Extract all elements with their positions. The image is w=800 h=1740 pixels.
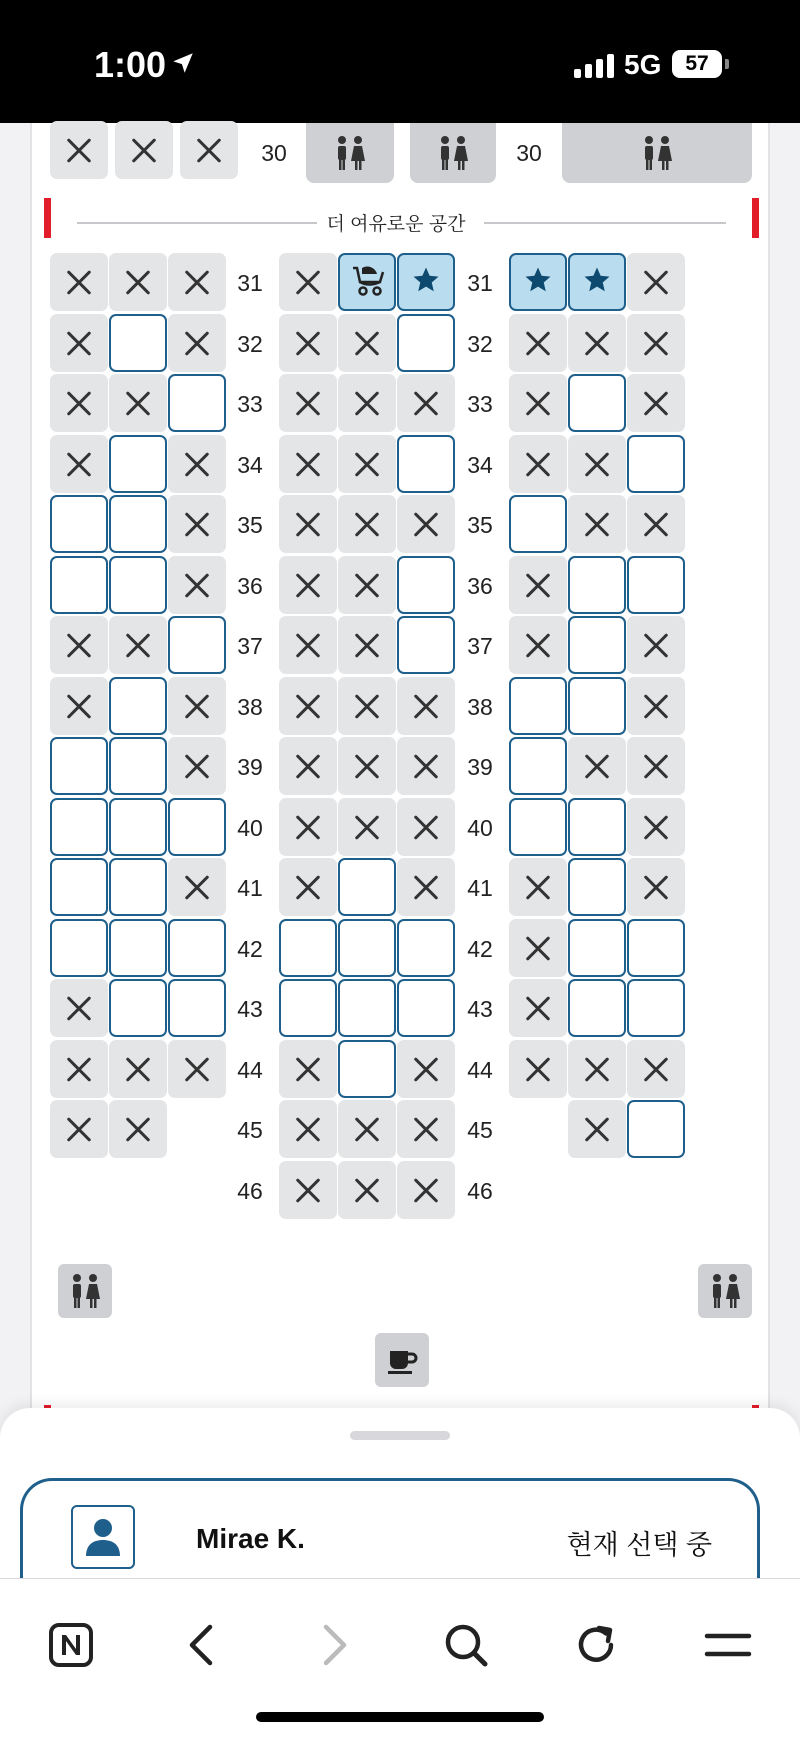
- seat-33-1: [50, 374, 108, 432]
- seat-40-9: [627, 798, 685, 856]
- seat-40-1[interactable]: [50, 798, 108, 856]
- seat-33-5: [338, 374, 396, 432]
- network-type: 5G: [624, 49, 662, 80]
- seat-42-5[interactable]: [338, 919, 396, 977]
- row-number-32: 32: [237, 330, 263, 357]
- star-icon: [582, 265, 612, 300]
- row-number-44: 44: [237, 1056, 263, 1083]
- seat-44-2: [109, 1040, 167, 1098]
- seat-34-6[interactable]: [397, 435, 455, 493]
- seat-33-8[interactable]: [568, 374, 626, 432]
- zone-label: 더 여유로운 공간: [326, 214, 466, 235]
- seat-35-7[interactable]: [509, 495, 567, 553]
- seat-43-4[interactable]: [279, 979, 337, 1037]
- seat-39-3: [168, 737, 226, 795]
- star-icon: [411, 265, 441, 300]
- seat-36-7: [509, 556, 567, 614]
- row-number-41: 41: [237, 875, 263, 901]
- location-arrow-icon: [170, 50, 196, 76]
- seat-46-5: [338, 1161, 396, 1219]
- selection-status: 현재 선택 중: [566, 1530, 712, 1560]
- seat-34-1: [50, 435, 108, 493]
- row-number-30: 30: [261, 140, 287, 166]
- row-number-34: 34: [467, 451, 493, 478]
- seat-31-8[interactable]: [568, 253, 626, 311]
- row-number-41: 41: [467, 875, 493, 901]
- seat-35-6: [397, 495, 455, 553]
- seat-44-4: [279, 1040, 337, 1098]
- seat-43-9[interactable]: [627, 979, 685, 1037]
- seat-42-3[interactable]: [168, 919, 226, 977]
- seat-35-3: [168, 495, 226, 553]
- star-icon: [523, 265, 553, 300]
- seat-38-6: [397, 677, 455, 735]
- seat-44-9: [627, 1040, 685, 1098]
- search-icon[interactable]: [436, 1615, 496, 1675]
- seat-36-2[interactable]: [109, 556, 167, 614]
- seat-38-5: [338, 677, 396, 735]
- seat-44-1: [50, 1040, 108, 1098]
- passenger-sheet: [0, 1408, 800, 1578]
- passenger-card[interactable]: [20, 1478, 760, 1588]
- seat-41-1[interactable]: [50, 858, 108, 916]
- seat-37-1: [50, 616, 108, 674]
- seat-41-7: [509, 858, 567, 916]
- seat-39-5: [338, 737, 396, 795]
- zone-marker-left: [44, 198, 51, 238]
- seat-46-6: [397, 1161, 455, 1219]
- seat-45-5: [338, 1100, 396, 1158]
- lavatory-icon: [410, 123, 496, 183]
- lavatory-icon: [562, 123, 752, 183]
- seat-41-8[interactable]: [568, 858, 626, 916]
- seat-36-5: [338, 556, 396, 614]
- person-icon: [71, 1505, 135, 1569]
- seat-41-6: [397, 858, 455, 916]
- row-number-36: 36: [237, 572, 263, 599]
- seat-42-7: [509, 919, 567, 977]
- seat-35-5: [338, 495, 396, 553]
- back-icon[interactable]: [172, 1615, 232, 1675]
- row-number-37: 37: [237, 633, 263, 659]
- passenger-name: Mirae K.: [196, 1523, 305, 1554]
- seat-38-7[interactable]: [509, 677, 567, 735]
- stroller-icon: [347, 262, 387, 303]
- row-number-36: 36: [467, 572, 493, 599]
- seat-41-4: [279, 858, 337, 916]
- seat-34-5: [338, 435, 396, 493]
- seat-37-8[interactable]: [568, 616, 626, 674]
- seat-31-4: [279, 253, 337, 311]
- seat-34-7: [509, 435, 567, 493]
- seat-33-6: [397, 374, 455, 432]
- seat-41-2[interactable]: [109, 858, 167, 916]
- forward-icon[interactable]: [304, 1615, 364, 1675]
- coffee-cup-icon: [375, 1333, 429, 1387]
- row-number-45: 45: [237, 1117, 263, 1143]
- seat-39-9: [627, 737, 685, 795]
- seat-45-6: [397, 1100, 455, 1158]
- seat-33-2: [109, 374, 167, 432]
- seat-31-6[interactable]: [397, 253, 455, 311]
- seat-45-4: [279, 1100, 337, 1158]
- seat-37-6[interactable]: [397, 616, 455, 674]
- seat-34-9[interactable]: [627, 435, 685, 493]
- seat-40-7[interactable]: [509, 798, 567, 856]
- seat-40-4: [279, 798, 337, 856]
- row-number-39: 39: [237, 754, 263, 780]
- seat-45-1: [50, 1100, 108, 1158]
- seat-31-2: [109, 253, 167, 311]
- seat-44-7: [509, 1040, 567, 1098]
- seat-37-4: [279, 616, 337, 674]
- row-number-35: 35: [467, 512, 493, 538]
- seat-33-3[interactable]: [168, 374, 226, 432]
- seat-33-9: [627, 374, 685, 432]
- menu-icon[interactable]: [698, 1615, 758, 1675]
- seat-38-2[interactable]: [109, 677, 167, 735]
- seat-36-6[interactable]: [397, 556, 455, 614]
- seat-43-1: [50, 979, 108, 1037]
- row-number-33: 33: [237, 391, 263, 417]
- seat-38-3: [168, 677, 226, 735]
- seat-43-8[interactable]: [568, 979, 626, 1037]
- seat-31-5[interactable]: [338, 253, 396, 311]
- seat-36-8[interactable]: [568, 556, 626, 614]
- seat-44-6: [397, 1040, 455, 1098]
- cellular-signal-icon: [574, 52, 614, 78]
- row-number-31: 31: [467, 270, 493, 296]
- seat-43-3[interactable]: [168, 979, 226, 1037]
- row-number-35: 35: [237, 512, 263, 538]
- seat-34-8: [568, 435, 626, 493]
- row-number-46: 46: [237, 1177, 263, 1204]
- row-number-38: 38: [237, 693, 263, 720]
- seat-37-3[interactable]: [168, 616, 226, 674]
- battery-tip: [725, 59, 729, 69]
- row-number-31: 31: [237, 270, 263, 296]
- seat-33-4: [279, 374, 337, 432]
- seat-42-2[interactable]: [109, 919, 167, 977]
- seat-31-1: [50, 253, 108, 311]
- seat-41-9: [627, 858, 685, 916]
- seat-35-1[interactable]: [50, 495, 108, 553]
- seat-40-3[interactable]: [168, 798, 226, 856]
- seat-39-1[interactable]: [50, 737, 108, 795]
- zone-divider-right: [484, 222, 726, 224]
- seat-38-9: [627, 677, 685, 735]
- seat-31-7[interactable]: [509, 253, 567, 311]
- seat-36-3: [168, 556, 226, 614]
- seat-32-6[interactable]: [397, 314, 455, 372]
- seat-44-5[interactable]: [338, 1040, 396, 1098]
- zone-marker-right: [752, 198, 759, 238]
- row-number-42: 42: [237, 935, 263, 962]
- lavatory-icon: [306, 123, 394, 183]
- seat-31-9: [627, 253, 685, 311]
- seat-32-7: [509, 314, 567, 372]
- seat-45-2: [109, 1100, 167, 1158]
- seat-41-3: [168, 858, 226, 916]
- row-number-32: 32: [467, 330, 493, 357]
- seat-42-1[interactable]: [50, 919, 108, 977]
- seat-44-8: [568, 1040, 626, 1098]
- seat-38-8[interactable]: [568, 677, 626, 735]
- seat-34-3: [168, 435, 226, 493]
- seat-42-6[interactable]: [397, 919, 455, 977]
- row-number-40: 40: [467, 814, 493, 841]
- status-time: 1:00: [94, 44, 167, 85]
- row-number-43: 43: [237, 996, 263, 1022]
- sheet-drag-handle[interactable]: [350, 1431, 450, 1440]
- seat-36-4: [279, 556, 337, 614]
- seat-32-2[interactable]: [109, 314, 167, 372]
- seat-32-4: [279, 314, 337, 372]
- seat-34-2[interactable]: [109, 435, 167, 493]
- seat-31-3: [168, 253, 226, 311]
- home-indicator[interactable]: [256, 1712, 544, 1722]
- seat-43-2[interactable]: [109, 979, 167, 1037]
- seat-38-1: [50, 677, 108, 735]
- seat-40-5: [338, 798, 396, 856]
- seat-35-4: [279, 495, 337, 553]
- seat-45-9[interactable]: [627, 1100, 685, 1158]
- seat-32-9: [627, 314, 685, 372]
- row-number-34: 34: [237, 451, 263, 478]
- seat-39-6: [397, 737, 455, 795]
- seat-46-4: [279, 1161, 337, 1219]
- seat-45-8: [568, 1100, 626, 1158]
- seat-42-9[interactable]: [627, 919, 685, 977]
- seat-map: [30, 123, 770, 1413]
- seat-42-8[interactable]: [568, 919, 626, 977]
- row-number-45: 45: [467, 1117, 493, 1143]
- refresh-icon[interactable]: [566, 1615, 626, 1675]
- row-number-38: 38: [467, 693, 493, 720]
- row-number-30: 30: [516, 140, 542, 166]
- seat-32-3: [168, 314, 226, 372]
- seat-43-6[interactable]: [397, 979, 455, 1037]
- seat-44-3: [168, 1040, 226, 1098]
- seat-43-7: [509, 979, 567, 1037]
- battery-icon: 57: [672, 50, 722, 78]
- zone-divider-left: [77, 222, 317, 224]
- row-number-42: 42: [467, 935, 493, 962]
- row-number-37: 37: [467, 633, 493, 659]
- seat-39-4: [279, 737, 337, 795]
- seat-32-8: [568, 314, 626, 372]
- seat-35-9: [627, 495, 685, 553]
- row-number-46: 46: [467, 1177, 493, 1204]
- seat-34-4: [279, 435, 337, 493]
- seat-30a: [50, 121, 108, 179]
- seat-35-2[interactable]: [109, 495, 167, 553]
- seat-40-2[interactable]: [109, 798, 167, 856]
- seat-43-5[interactable]: [338, 979, 396, 1037]
- seat-32-5: [338, 314, 396, 372]
- seat-30b: [115, 121, 173, 179]
- seat-39-2[interactable]: [109, 737, 167, 795]
- row-number-43: 43: [467, 996, 493, 1022]
- status-bar: [0, 0, 800, 123]
- seat-37-7: [509, 616, 567, 674]
- seat-37-5: [338, 616, 396, 674]
- seat-40-6: [397, 798, 455, 856]
- row-number-33: 33: [467, 391, 493, 417]
- seat-41-5[interactable]: [338, 858, 396, 916]
- seat-38-4: [279, 677, 337, 735]
- seat-33-7: [509, 374, 567, 432]
- seat-36-9[interactable]: [627, 556, 685, 614]
- row-number-44: 44: [467, 1056, 493, 1083]
- naver-icon[interactable]: [41, 1615, 101, 1675]
- seat-39-7[interactable]: [509, 737, 567, 795]
- seat-35-8: [568, 495, 626, 553]
- seat-40-8[interactable]: [568, 798, 626, 856]
- row-number-39: 39: [467, 754, 493, 780]
- seat-30c: [180, 121, 238, 179]
- lavatory-icon: [698, 1264, 752, 1318]
- seat-32-1: [50, 314, 108, 372]
- seat-36-1[interactable]: [50, 556, 108, 614]
- seat-42-4[interactable]: [279, 919, 337, 977]
- row-number-40: 40: [237, 814, 263, 841]
- seat-37-2: [109, 616, 167, 674]
- seat-37-9: [627, 616, 685, 674]
- seat-39-8: [568, 737, 626, 795]
- lavatory-icon: [58, 1264, 112, 1318]
